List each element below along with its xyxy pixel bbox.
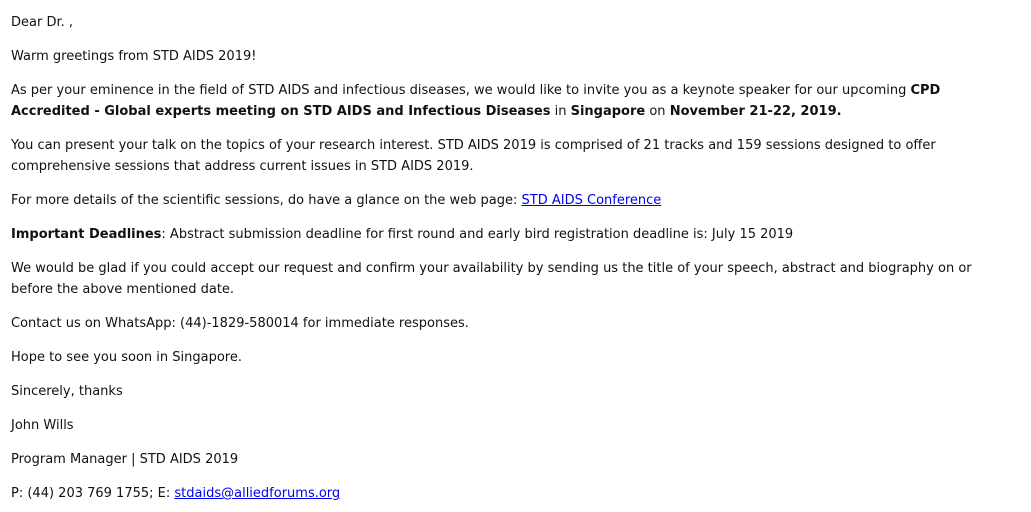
phone-text: P: (44) 203 769 1755; E:	[11, 486, 175, 501]
invitation-paragraph	[11, 80, 1017, 122]
event-city: Singapore	[570, 104, 646, 119]
event-name: CPD Accredited - Global experts meeting on STD AIDS and Infectious Diseases	[11, 83, 941, 119]
topics-paragraph: You can present your talk on the topics of your research interest. STD AIDS 2019 is comprised of 21 tracks and 159 sessions designed to offer comprehensive sessions that address current issues in STD AIDS 2019.	[11, 138, 936, 174]
sender-title: Program Manager | STD AIDS 2019	[11, 452, 239, 467]
sender-name: John Wills	[11, 418, 74, 433]
details-text: For more details of the scientific sessions, do have a glance on the web page:	[11, 193, 522, 208]
deadlines-text: : Abstract submission deadline for first round and early bird registration deadline is: July 15 2019	[161, 227, 794, 242]
conference-link[interactable]: STD AIDS Conference	[521, 193, 662, 208]
request-paragraph: We would be glad if you could accept our request and confirm your availability by sending us the title of your speech, abstract and biography on or before the above mentioned date.	[11, 261, 972, 297]
contact-line	[11, 483, 1017, 504]
email-link[interactable]: stdaids@alliedforums.org	[174, 486, 341, 501]
event-date: November 21-22, 2019.	[669, 104, 842, 119]
invitation-text-2: in	[550, 104, 571, 119]
hope-paragraph: Hope to see you soon in Singapore.	[11, 350, 242, 365]
deadlines-label: Important Deadlines	[11, 227, 162, 242]
contact-paragraph: Contact us on WhatsApp: (44)-1829-580014 for immediate responses.	[11, 316, 469, 331]
warm-greeting: Warm greetings from STD AIDS 2019!	[11, 49, 257, 64]
greeting: Dear Dr. ,	[11, 15, 74, 30]
invitation-text-1: As per your eminence in the field of STD AIDS and infectious diseases, we would like to invite you as a keynote speaker for our upcoming	[11, 83, 911, 98]
details-paragraph	[11, 190, 1017, 211]
invitation-text-3: on	[645, 104, 670, 119]
signoff: Sincerely, thanks	[11, 384, 123, 399]
deadlines-paragraph	[11, 224, 1017, 245]
